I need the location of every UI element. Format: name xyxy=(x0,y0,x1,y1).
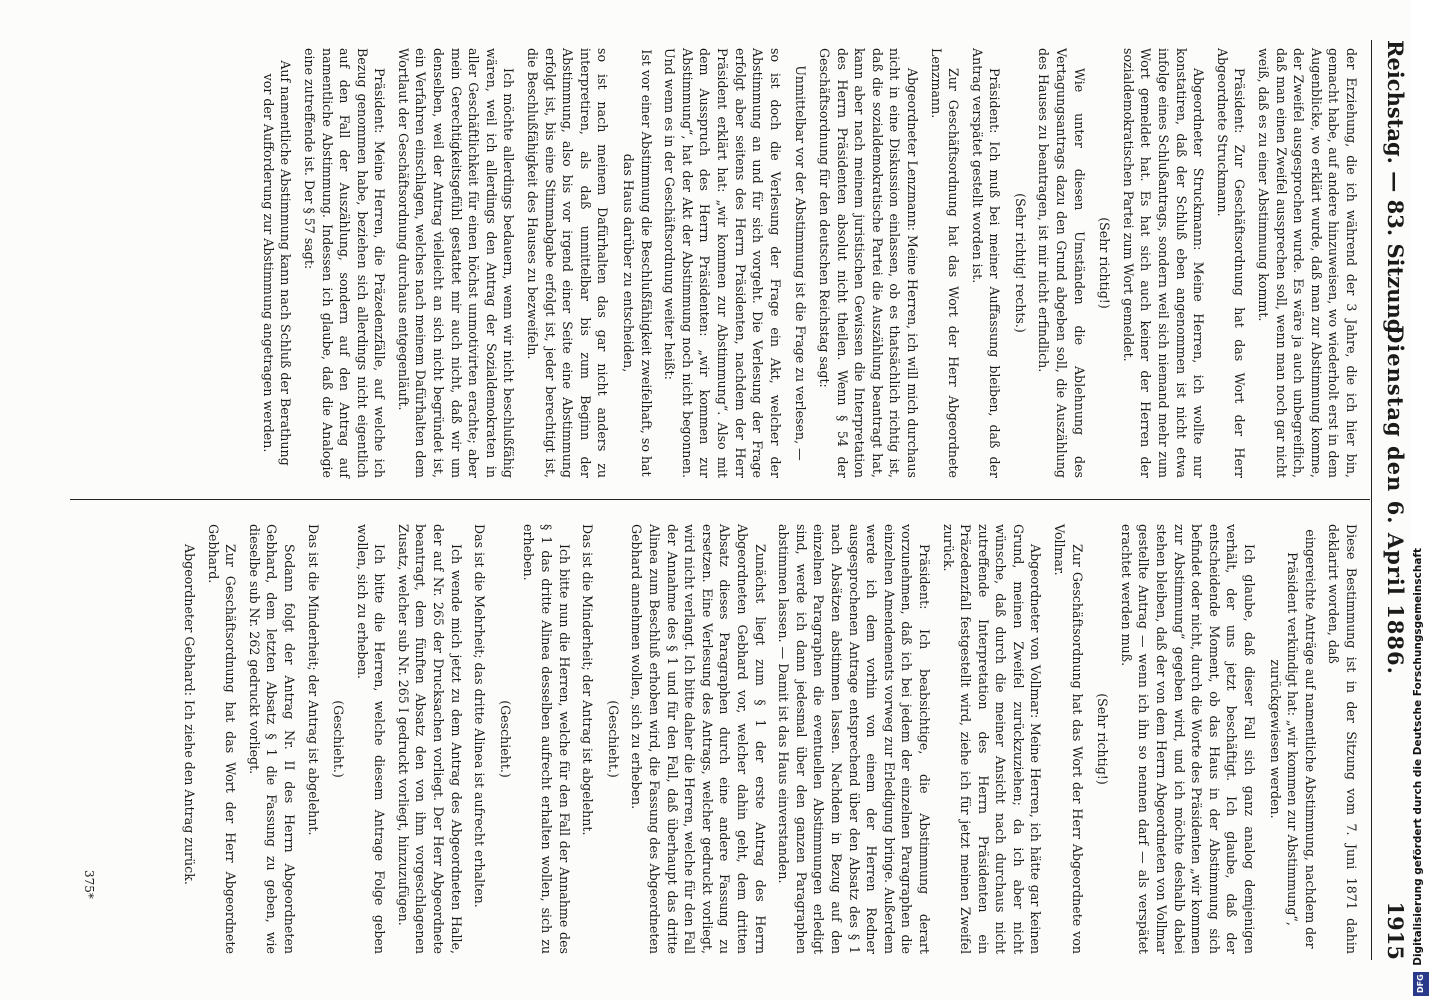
quotation: Ist vor einer Abstimmung die Beschlußfähigkeit zweifelhaft, so hat das Haus darüber zu entscheiden, xyxy=(621,49,654,477)
interjection: (Geschieht.) xyxy=(605,700,621,778)
paragraph: Zunächst liegt zum § 1 der erste Antrag des Herrn Abgeordneten Gebhard vor, welcher dahin geht, dem dritten Absatz dieses Paragraphen durch eine andere Fassung zu ersetzen. Eine Verlesung des Antrags, welcher gedruckt vorliegt, wird nicht verlangt. Ich bitte daher die Herren, welche für den Fall der Annahme des § 1 und für den Fall, daß überhaupt das dritte Alinea zum Beschluß erhoben wird, die Fassung des Abgeordneten Gebhard annehmen wollen, sich zu erheben. xyxy=(629,524,768,954)
quotation: Auf namentliche Abstimmung kann nach Schluß der Berathung vor der Aufforderung zur Abstimmung angetragen werden. xyxy=(260,60,294,466)
page-signature: 375* xyxy=(82,870,96,899)
paragraph: Zur Geschäftsordnung hat das Wort der Herr Abgeordnete von Vollmar. xyxy=(1052,524,1085,954)
paragraph: Ich bitte die Herren, welche diesem Antrage Folge geben wollen, sich zu erheben. xyxy=(354,524,388,954)
paragraph: Das ist die Mehrheit; das dritte Alinea ist aufrecht erhalten. xyxy=(472,524,488,908)
paragraph: Ich möchte allerdings bedauern, wenn wir nicht beschlußfähig wären, weil ich allerdings den Antrag der Sozialdemokraten in aller Geschäftlichkeit für einen höchst unmotivirten erachte; aber mein Gerechtigkeitsgefühl gestattet mir auch nicht, daß wir um denselben, weil der Antrag vielleicht an sich nicht begründet ist, ein Verfahren einschlagen, welches nach meinem Dafürhalten dem Wortlaut der Geschäftsordnung durchaus entgegenläuft. xyxy=(395,48,517,478)
column-divider xyxy=(70,499,1370,500)
dfg-credit-text: Digitalisierung gefördert durch die Deutsche Forschungsgemeinschaft xyxy=(1412,548,1424,966)
paragraph: Das ist die Minderheit; der Antrag ist abgelehnt. xyxy=(580,524,596,836)
paragraph: Präsident: Ich muß bei meiner Auffassung bleiben, daß der Antrag verspätet gestellt worden ist. xyxy=(969,48,1003,478)
paragraph: so ist doch die Verlesung der Frage ein Akt, welcher der Abstimmung an und für sich vorgeht. Die Verlesung der Frage erfolgt aber seitens des Herrn Präsidenten, nachdem der Herr Präsident erklärt hat: „wir kommen zur Abstimmung“. Also mit dem Ausspruch des Herrn Präsidenten: „wir kommen zur Abstimmung“, hat der Akt der Abstimmung noch nicht begonnen. Und wenn es in der Geschäftsordnung weiter heißt: xyxy=(662,48,783,478)
paragraph: Zur Geschäftsordnung hat das Wort der Herr Abgeordnete Lenzmann. xyxy=(928,48,962,478)
interjection: (Geschieht.) xyxy=(497,700,513,778)
interjection: (Geschieht.) xyxy=(331,700,347,778)
paragraph: Diese Bestimmung ist in der Sitzung vom 7. Juni 1871 dahin deklarirt worden, daß xyxy=(1326,524,1359,954)
paragraph: Wie unter diesen Umständen die Ablehnung des Vertagungsantrags dazu den Grund abgeben soll, die Auszählung des Hauses zu beantragen, ist mir nicht erfindlich. xyxy=(1036,48,1087,478)
paragraph: Zur Geschäftsordnung hat das Wort der Herr Abgeordnete Gebhard. xyxy=(205,524,239,954)
paragraph: Präsident: Meine Herren, die Präzedenzfälle, auf welche ich Bezug genommen habe, beziehen sich allerdings nicht eigentlich auf den Fall der Auszählung, sondern auf den Antrag auf namentliche Abstimmung. Indessen ich glaube, daß die Analogie eine zutreffende ist. Der § 57 sagt: xyxy=(301,48,388,478)
page-number: 1915 xyxy=(1383,901,1408,960)
dfg-logo-icon: DFG xyxy=(1413,972,1429,996)
header-date: Dienstag den 6. April 1886. xyxy=(1383,325,1408,675)
paragraph: Das ist die Minderheit; der Antrag ist abgelehnt. xyxy=(305,524,321,836)
right-column xyxy=(174,524,1360,954)
paragraph: Abgeordneter Lenzmann: Meine Herren, ich will mich durchaus nicht in eine Diskussion einlassen, ob es thatsächlich richtig ist, daß die sozialdemokratische Partei die Auszählung beantragt hat, kann aber nach meinem juristischen Gewissen die Interpretation des Herrn Präsidenten absolut nicht theilen. Wenn § 54 der Geschäftsordnung für den deutschen Reichstag sagt: xyxy=(816,48,920,478)
paragraph: Ich wende mich jetzt zu dem Antrag des Abgeordneten Halle, der auf Nr. 265 der Drucksachen vorliegt. Der Herr Abgeordnete beantragt, dem fünften Absatz den von ihm vorgeschlagenen Zusatz, welcher sub Nr. 265 I gedruckt vorliegt, hinzuzufügen. xyxy=(395,524,464,954)
paragraph: Sodann folgt der Antrag Nr. II des Herrn Abgeordneten Gebhard, dem letzten Absatz § 1 die Fassung zu geben, wie dieselbe sub Nr. 262 gedruckt vorliegt. xyxy=(246,524,297,954)
paragraph: Ich bitte nun die Herren, welche für den Fall der Annahme des § 1 das dritte Alinea desselben aufrecht erhalten wollen, sich zu erheben. xyxy=(521,524,572,954)
paragraph: Präsident: Zur Geschäftsordnung hat das Wort der Herr Abgeordnete Struckmann. xyxy=(1214,48,1248,478)
header-rule xyxy=(1371,40,1372,960)
page-header xyxy=(1378,40,1414,960)
header-left: Reichstag. — 83. Sitzung. xyxy=(1383,40,1408,341)
quotation: Unmittelbar vor der Abstimmung ist die Frage zu verlesen, — xyxy=(793,65,809,461)
digitization-sidebar xyxy=(1410,0,1432,1000)
paragraph: der Erziehung, die ich während der 3 Jahre, die ich hier bin, gemacht habe, auf andere hinzuweisen, wo wiederholt erst in dem Augenblicke, wo erklärt wurde, daß man zur Abstimmung komme, der Zweifel ausgesprochen wurde. Es wäre ja auch unbegreiflich, daß man einen Zweifel aussprechen soll, wenn man noch gar nicht weiß, daß es zu einer Abstimmung kommt. xyxy=(1256,48,1359,478)
paragraph: Präsident: Ich beabsichtige, die Abstimmung derart vorzunehmen, daß ich bei jedem der einzelnen Paragraphen die einzelnen Amendements vorweg zur Erledigung bringe. Außerdem werde ich dem vorhin von einem der Herren Redner ausgesprochenen Antrage entsprechend über den Absatz des § 1 nach Absätzen abstimmen lassen. Nachdem in Bezug auf den einzelnen Paragraphen die eventuellen Abstimmungen erledigt sind, werde ich dann jedesmal über den ganzen Paragraphen abstimmen lassen. — Damit ist das Haus einverstanden. xyxy=(776,524,932,954)
paragraph: Abgeordneter von Vollmar: Meine Herren, ich hätte gar keinen Grund, meinen Zweifel zurückzuziehen; da ich aber nicht wünsche, daß durch die meiner Ansicht nach durchaus nicht zutreffende Interpretation des Herrn Präsidenten ein Präzedenzfall festgestellt wird, ziehe ich für jetzt meinen Zweifel zurück. xyxy=(940,524,1044,954)
interjection: (Sehr richtig!) xyxy=(1097,217,1113,309)
paragraph: Abgeordneter Gebhard: Ich ziehe den Antrag zurück. xyxy=(181,544,197,885)
left-column xyxy=(251,48,1360,478)
paragraph: Abgeordneter Struckmann: Meine Herren, ich wollte nur konstatiren, daß der Schluß eben angenommen ist nicht etwa infolge eines Schlußantrags, sondern weil sich niemand mehr zum Wort gemeldet hat. Es hat sich auch keiner der Herren der sozialdemokratischen Partei zum Wort gemeldet. xyxy=(1120,48,1207,478)
quotation: eingereichte Anträge auf namentliche Abstimmung, nachdem der Präsident verkündigt hat: „wir kommen zur Abstimmung“, zurückgewiesen werden. xyxy=(1267,529,1318,949)
interjection: (Sehr richtig!) xyxy=(1095,693,1111,785)
paragraph: Ich glaube, daß dieser Fall sich ganz analog demjenigen verhält, der uns jetzt beschäftigt. Ich glaube, daß der entscheidende Moment, ob das Haus in der Abstimmung sich befindet oder nicht, durch die Worte des Präsidenten „wir kommen zur Abstimmung“ gegeben wird, und ich möchte deshalb dabei stehen bleiben, daß der von dem Herrn Abgeordneten von Vollmar gestellte Antrag — wenn ich ihn so nennen darf — als verspätet erachtet werden muß. xyxy=(1118,524,1258,954)
paragraph: so ist nach meinem Dafürhalten das gar nicht anders zu interpretiren, als daß unmittelbar bis zum Beginn der Abstimmung, also bis vor irgend einer Seite eine Abstimmung erfolgt ist, bis eine Stimmabgabe erfolgt ist, jeder berechtigt ist, die Beschlußfähigkeit des Hauses zu bezweifeln. xyxy=(525,48,611,478)
interjection: (Sehr richtig! rechts.) xyxy=(1012,193,1028,333)
